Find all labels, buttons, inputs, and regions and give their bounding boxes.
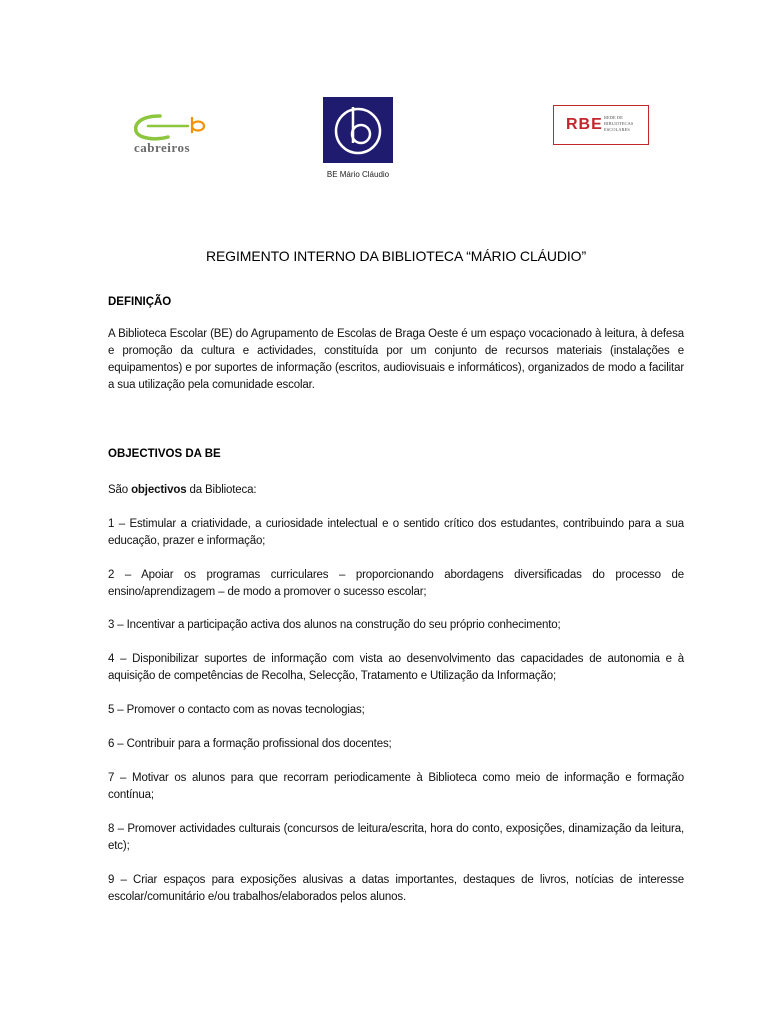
objective-item: 5 – Promover o contacto com as novas tecnologias; [108, 704, 365, 716]
objectives-heading: OBJECTIVOS DA BE [108, 448, 221, 460]
be-monogram-icon [323, 97, 393, 163]
cabreiros-wordmark: cabreiros [134, 140, 191, 155]
objective-item: 8 – Promover actividades culturais (concursos de leitura/escrita, hora do conto, exposições, dinamização da leitura, etc); [108, 823, 684, 852]
cabreiros-logo [130, 113, 214, 157]
rbe-logo [553, 105, 649, 145]
be-logo [323, 97, 393, 163]
document-title: REGIMENTO INTERNO DA BIBLIOTECA “MÁRIO CLÁUDIO” [205, 248, 587, 264]
definition-paragraph: A Biblioteca Escolar (BE) do Agrupamento de Escolas de Braga Oeste é um espaço vocacionado à leitura, à defesa e promoção da cultura e actividades, constituída por um conjunto de recursos materiais (instalações e equipamentos) e por suportes de informação (escritos, audiovisuais e informáticos), organizados de modo a facilitar a sua utilização pela comunidade escolar. [108, 328, 684, 391]
objective-item: 7 – Motivar os alunos para que recorram periodicamente à Biblioteca como meio de informação e formação contínua; [108, 772, 684, 801]
objective-item: 3 – Incentivar a participação activa dos alunos na construção do seu próprio conhecimento; [108, 619, 561, 631]
objectives-intro [108, 482, 256, 499]
rbe-text: REDE DE BIBLIOTECAS ESCOLARES [604, 115, 634, 132]
objective-item: 1 – Estimular a criatividade, a curiosidade intelectual e o sentido crítico dos estudantes, contribuindo para a sua educação, prazer e informação; [108, 518, 684, 547]
intro-bold: objectivos [131, 484, 187, 496]
intro-suffix: da Biblioteca: [186, 484, 257, 496]
objective-item: 6 – Contribuir para a formação profissional dos docentes; [108, 738, 392, 750]
objective-item: 2 – Apoiar os programas curriculares – proporcionando abordagens diversificadas do processo de ensino/aprendizagem – de modo a promover o sucesso escolar; [108, 569, 684, 598]
objective-item: 9 – Criar espaços para exposições alusivas a datas importantes, destaques de livros, notícias de interesse escolar/comunitário e/ou trabalhos/elaborados pelos alunos. [108, 874, 684, 903]
be-logo-caption: BE Mário Cláudio [326, 170, 390, 179]
definition-heading: DEFINIÇÃO [108, 296, 172, 308]
rbe-mark: RBE [566, 116, 603, 133]
objective-item: 4 – Disponibilizar suportes de informação com vista ao desenvolvimento das capacidades de autonomia e à aquisição de competências de Recolha, Selecção, Tratamento e Utilização da Informação; [108, 653, 684, 682]
cabreiros-swoosh-icon [130, 113, 214, 143]
intro-prefix: São [108, 484, 132, 496]
